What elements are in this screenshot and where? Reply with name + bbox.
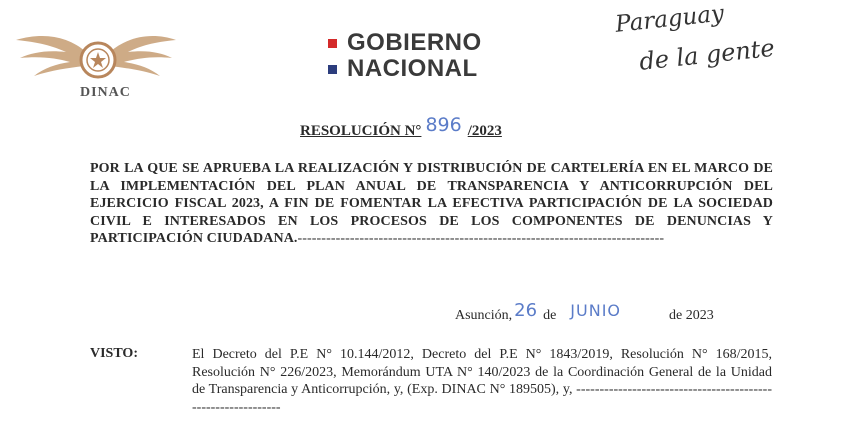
resolution-prefix: RESOLUCIÓN N° — [300, 123, 422, 139]
resolution-subject — [90, 160, 773, 248]
dinac-wings-icon — [8, 22, 178, 92]
subject-dashes: ----------------------------------------------------------------------------- — [297, 231, 665, 247]
slogan-line-1: Paraguay — [614, 0, 726, 38]
date-year: de 2023 — [669, 308, 714, 323]
visto-label: VISTO: — [90, 346, 138, 361]
resolution-year: /2023 — [467, 123, 502, 139]
gobierno-nacional-logo — [328, 30, 482, 82]
date-de: de — [543, 308, 557, 323]
gobierno-text: GOBIERNO — [347, 29, 482, 56]
blue-square-icon — [328, 65, 337, 74]
visto-text: El Decreto del P.E N° 10.144/2012, Decreto del P.E N° 1843/2019, Resolución N° 168/2015, Resolución N° 226/2023, Memorándum UTA N° 140/2023 de la Coordinación General de la Unidad de Transparencia y Anticorrupción, y, (Exp. DINAC N° 189505), y, ------------------------------------------------------------- — [192, 347, 772, 415]
resolution-title — [300, 114, 502, 140]
dinac-label: DINAC — [80, 85, 131, 100]
subject-text: POR LA QUE SE APRUEBA LA REALIZACIÓN Y DISTRIBUCIÓN DE CARTELERÍA EN EL MARCO DE LA IMPLEMENTACIÓN DEL PLAN ANUAL DE TRANSPARENCIA Y ANTICORRUPCIÓN DEL EJERCICIO FISCAL 2023, A FIN DE FOMENTAR LA EFECTIVA PARTICIPACIÓN DE LA SOCIEDAD CIVIL E INTERESADOS EN LOS PROCESOS DE LOS COMPONENTES DE DENUNCIAS Y PARTICIPACIÓN CIUDADANA. — [90, 161, 773, 247]
date-month: JUNIO — [570, 301, 622, 320]
date-city: Asunción, — [455, 308, 513, 323]
red-square-icon — [328, 39, 337, 48]
nacional-text: NACIONAL — [347, 55, 478, 82]
date-line — [455, 300, 714, 324]
date-day: 26 — [514, 300, 538, 321]
slogan-line-2: de la gente — [638, 33, 776, 76]
resolution-number: 896 — [425, 114, 462, 136]
